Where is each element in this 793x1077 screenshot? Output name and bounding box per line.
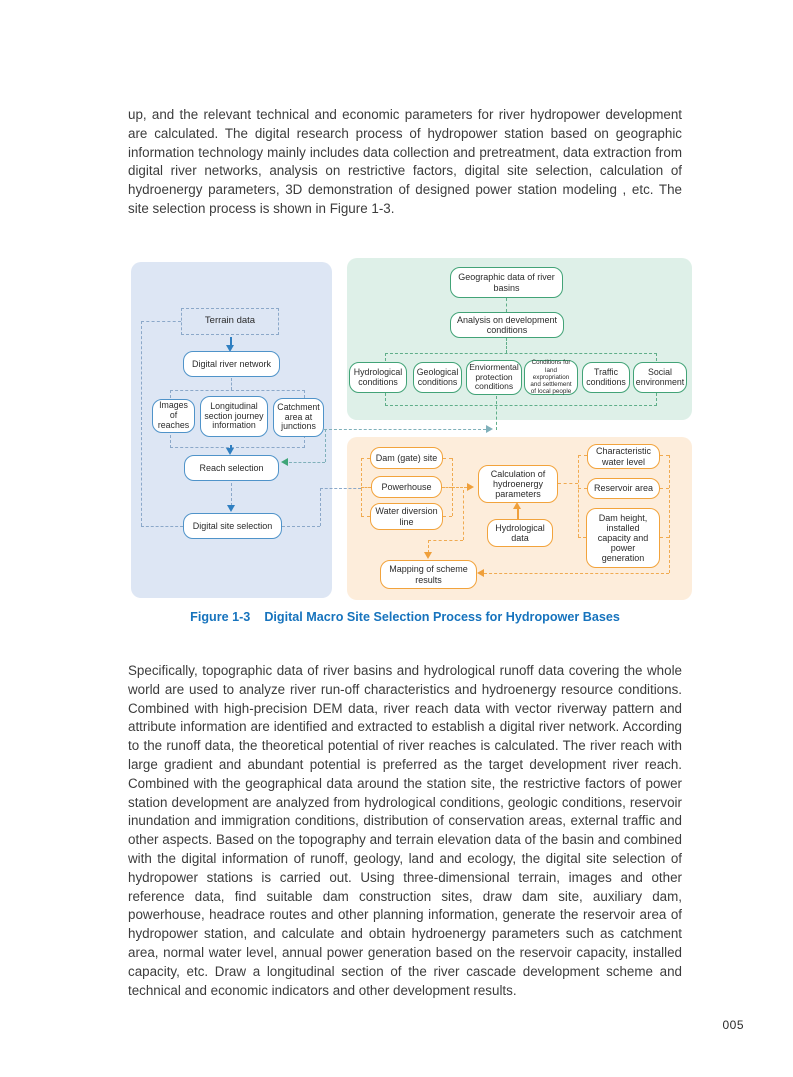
connector-site-to-orange: [320, 488, 361, 489]
images-of-reaches-box: Images of reaches: [152, 399, 195, 433]
arrowhead-left-icon: [281, 458, 288, 466]
reservoir-area-box: Reservoir area: [587, 478, 660, 499]
paragraph-top: up, and the relevant technical and economic parameters for river hydropower development are calculated. The digital research process of hydropower station based on geographic information technology mainly includes data collection and pretreatment, data extraction from digital river networks, analysis on restrictive factors, digital site selection, calculation of hydroenergy parameters, 3D demonstration of designed power station modeling , etc. The site selection process is shown in Figure 1-3.: [128, 107, 682, 216]
powerhouse-box: Powerhouse: [371, 476, 442, 498]
calculation-box: Calculation of hydroenergy parameters: [478, 465, 558, 503]
connector-stub: [361, 516, 370, 517]
connector-analysis-to-conditions: [506, 338, 507, 353]
environmental-protection-box: Enviormental protection conditions: [466, 360, 522, 395]
connector-conditions-down: [496, 396, 497, 430]
connector-right-distributor: [578, 455, 579, 537]
connector-terrain-down: [141, 321, 142, 526]
connector-stub: [660, 488, 669, 489]
connector-stub: [443, 516, 452, 517]
connector-terrain-to-site: [141, 526, 183, 527]
connector-stub: [660, 455, 669, 456]
connector-network-to-group: [231, 378, 232, 390]
arrowhead-right-icon: [467, 483, 474, 491]
hydrological-data-box: Hydrological data: [487, 519, 553, 547]
digital-river-network-box: Digital river network: [183, 351, 280, 377]
figure-caption-title: Digital Macro Site Selection Process for Hydropower Bases: [264, 610, 620, 624]
arrowhead-down-icon: [227, 505, 235, 512]
analysis-box: Analysis on development conditions: [450, 312, 564, 338]
arrow-hydro-to-calculation: [517, 508, 519, 519]
geographic-data-box: Geographic data of river basins: [450, 267, 563, 298]
arrowhead-right-icon: [486, 425, 493, 433]
connector-reach-to-site: [231, 483, 232, 506]
connector-to-mapping: [484, 573, 669, 574]
figure-caption: [128, 610, 682, 624]
terrain-data-box: Terrain data: [181, 308, 279, 335]
traffic-conditions-box: Traffic conditions: [582, 362, 630, 393]
arrowhead-up-icon: [513, 502, 521, 509]
connector-catchment-right: [324, 429, 486, 430]
connector-branch-left: [428, 540, 463, 541]
connector-site-up: [320, 488, 321, 526]
hydrological-conditions-box: Hydrological conditions: [349, 362, 407, 393]
catchment-area-box: Catchment area at junctions: [273, 398, 324, 437]
connector-stub: [578, 537, 586, 538]
social-environment-box: Social environment: [633, 362, 687, 393]
connector-to-calculation: [452, 487, 467, 488]
connector-stub: [660, 537, 669, 538]
connector-calc-right: [558, 483, 578, 484]
connector-conditions-to-reach-down: [325, 429, 326, 462]
characteristic-water-level-box: Characteristic water level: [587, 444, 660, 469]
connector-site-right: [282, 526, 320, 527]
arrowhead-down-icon: [226, 448, 234, 455]
connector-stub: [361, 487, 371, 488]
arrowhead-left-icon: [477, 569, 484, 577]
connector-stub: [361, 458, 370, 459]
mapping-of-scheme-results-box: Mapping of scheme results: [380, 560, 477, 589]
connector-stub: [442, 487, 452, 488]
dam-gate-site-box: Dam (gate) site: [370, 447, 443, 469]
connector-right-bracket: [669, 455, 670, 573]
longitudinal-info-box: Longitudinal section journey information: [200, 396, 268, 437]
connector-terrain-left: [141, 321, 181, 322]
water-diversion-line-box: Water diversion line: [370, 503, 443, 530]
paragraph-bottom: Specifically, topographic data of river basins and hydrological runoff data covering the whole world are used to analyze river run-off characteristics and hydroenergy resource conditions. Combined with high-precision DEM data, river reach data with vector riverway pattern and attribute information are identified and extracted to establish a digital river network. According to the runoff data, the theoretical potential of river reaches is calculated. The river reach with large gradient and abundant potential is preferred as the target development river reach. Combined with the geographical data around the station site, the restrictive factors of power station development are analyzed from hydrological conditions, geologic conditions, reservoir inundation and immigration conditions, distribution of conservation areas, external traffic and other aspects. Based on the topography and terrain elevation data of the basin and combined with the digital information of runoff, geology, land and ecology, the digital site selection of hydropower stations is carried out. Using three-dimensional terrain, images and other reference data, find suitable dam construction sites, draw dam site, auxiliary dam, powerhouse, headrace routes and other planning information, generate the reservoir area of hydropower station, and calculate and obtain hydroenergy parameters such as catchment area, normal water level, annual power generation based on the reservoir capacity, installed capacity, etc. Draw a longitudinal section of the river cascade development scheme and technical and economic indicators and other development results.: [128, 663, 682, 998]
land-expropriation-box: Conditions for land expropriation and settlement of local people: [524, 360, 578, 395]
connector-conditions-to-reach: [289, 462, 325, 463]
dam-height-box: Dam height, installed capacity and power generation: [586, 508, 660, 568]
page-number: 005: [722, 1018, 744, 1032]
connector-geo-to-analysis: [506, 298, 507, 312]
arrowhead-down-icon: [424, 552, 432, 559]
connector-stub: [443, 458, 452, 459]
figure-caption-label: Figure 1-3: [190, 610, 251, 624]
reach-selection-box: Reach selection: [184, 455, 279, 481]
connector-branch-down: [463, 490, 464, 540]
geological-conditions-box: Geological conditions: [413, 362, 462, 393]
connector-stub: [578, 488, 587, 489]
digital-site-selection-box: Digital site selection: [183, 513, 282, 539]
connector-stub: [578, 455, 587, 456]
